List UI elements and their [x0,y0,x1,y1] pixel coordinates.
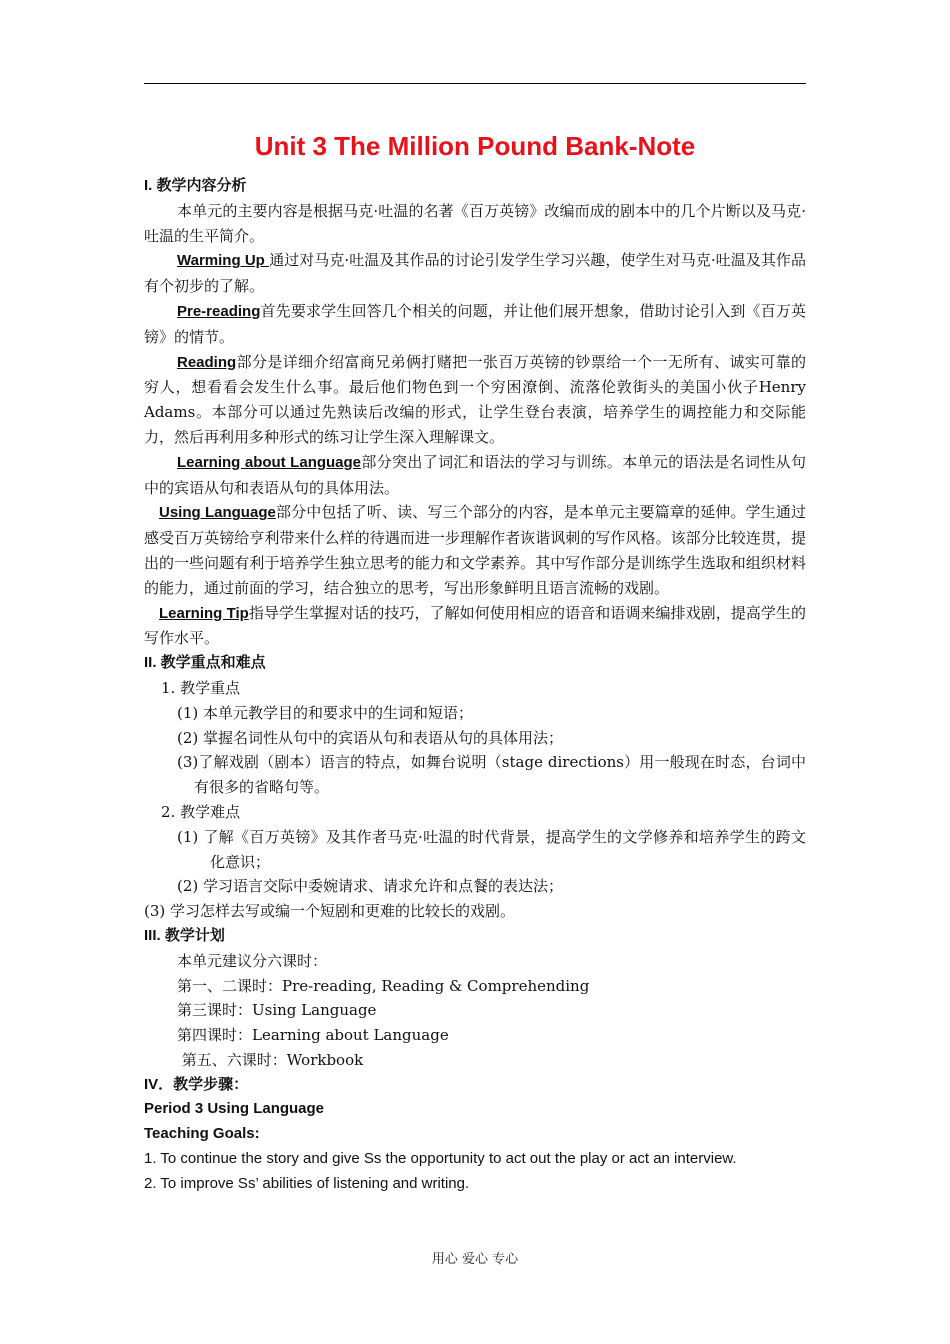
learning-about-language-paragraph: Learning about Language部分突出了词汇和语法的学习与训练。本单元的语法是名词性从句中的宾语从句和表语从句的具体用法。 [144,452,806,497]
section-1-heading: I. 教学内容分析 [144,177,247,194]
document-body [144,128,806,1197]
pre-reading-paragraph: Pre-reading首先要求学生回答几个相关的问题，并让他们展开想象，借助讨论引入到《百万英镑》的情节。 [144,301,806,346]
plan-line: 第四课时：Learning about Language [177,1026,449,1045]
section-4-heading: IV．教学步骤： [144,1075,249,1093]
learning-about-language-keyword: Learning about Language [177,453,362,471]
plan-line: 本单元建议分六课时： [177,951,328,970]
plan-line: 第五、六课时：Workbook [177,1050,364,1069]
key-points-label: 1. 教学重点 [161,678,241,697]
section-2-heading: II. 教学重点和难点 [144,654,266,672]
key-point-item: (2) 掌握名词性从句中的宾语从句和表语从句的具体用法； [177,728,564,747]
learning-tip-keyword: Learning Tip [159,604,249,622]
difficult-point-item: (3) 学习怎样去写或编一个短剧和更难的比较长的戏剧。 [144,902,516,921]
difficult-point-item: (1) 了解《百万英镑》及其作者马克·吐温的时代背景，提高学生的文学修养和培养学生的跨文化意识； [177,827,806,871]
plan-line: 第一、二课时：Pre-reading, Reading & Comprehending [177,976,590,995]
page-footer: 用心 爱心 专心 [431,1252,519,1267]
using-language-keyword: Using Language [159,504,276,522]
teaching-goal-item: 2. To improve Ss’ abilities of listening and writing. [144,1174,470,1192]
learning-tip-paragraph: Learning Tip指导学生掌握对话的技巧，了解如何使用相应的语音和语调来编排戏剧，提高学生的写作水平。 [144,603,806,648]
difficult-point-item: (2) 学习语言交际中委婉请求、请求允许和点餐的表达法； [177,877,564,896]
warming-up-paragraph: Warming Up 通过对马克·吐温及其作品的讨论引发学生学习兴趣，使学生对马克·吐温及其作品有个初步的了解。 [144,251,806,296]
key-point-item: (1) 本单元教学目的和要求中的生词和短语； [177,703,474,722]
teaching-goal-item: 1. To continue the story and give Ss the opportunity to act out the play or act an interview. [144,1150,737,1168]
plan-line: 第三课时：Using Language [177,1001,377,1020]
pre-reading-keyword: Pre-reading [177,302,261,320]
key-point-item: (3)了解戏剧（剧本）语言的特点，如舞台说明（stage directions）用一般现在时态，台词中有很多的省略句等。 [177,753,806,797]
section-3-heading: III. 教学计划 [144,926,225,944]
header-rule [144,83,806,84]
reading-keyword: Reading [177,353,237,371]
warming-up-keyword: Warming Up [177,252,270,270]
period-title: Period 3 Using Language [144,1100,325,1118]
using-language-paragraph: Using Language部分中包括了听、读、写三个部分的内容，是本单元主要篇章的延伸。学生通过感受百万英镑给亨利带来什么样的待遇而进一步理解作者诙谐讽刺的写作风格。该部分比较连贯，提出的一些问题有利于培养学生独立思考的能力和文学素养。其中写作部分是训练学生选取和组织材料的能力，通过前面的学习，结合独立的思考，写出形象鲜明且语言流畅的戏剧。 [144,503,806,597]
section-1-intro: 本单元的主要内容是根据马克·吐温的名著《百万英镑》改编而成的剧本中的几个片断以及马克·吐温的生平简介。 [144,201,806,245]
reading-paragraph: Reading部分是详细介绍富商兄弟俩打赌把一张百万英镑的钞票给一个一无所有、诚实可靠的穷人，想看看会发生什么事。最后他们物色到一个穷困潦倒、流落伦敦街头的美国小伙子Henry Adams。本部分可以通过先熟读后改编的形式，让学生登台表演，培养学生的调控能力和交际能力，然后再利用多种形式的练习让学生深入理解课文。 [144,352,806,446]
document-title: Unit 3 The Million Pound Bank-Note [254,131,696,161]
difficult-points-label: 2. 教学难点 [161,802,241,821]
teaching-goals-label: Teaching Goals: [144,1125,260,1143]
